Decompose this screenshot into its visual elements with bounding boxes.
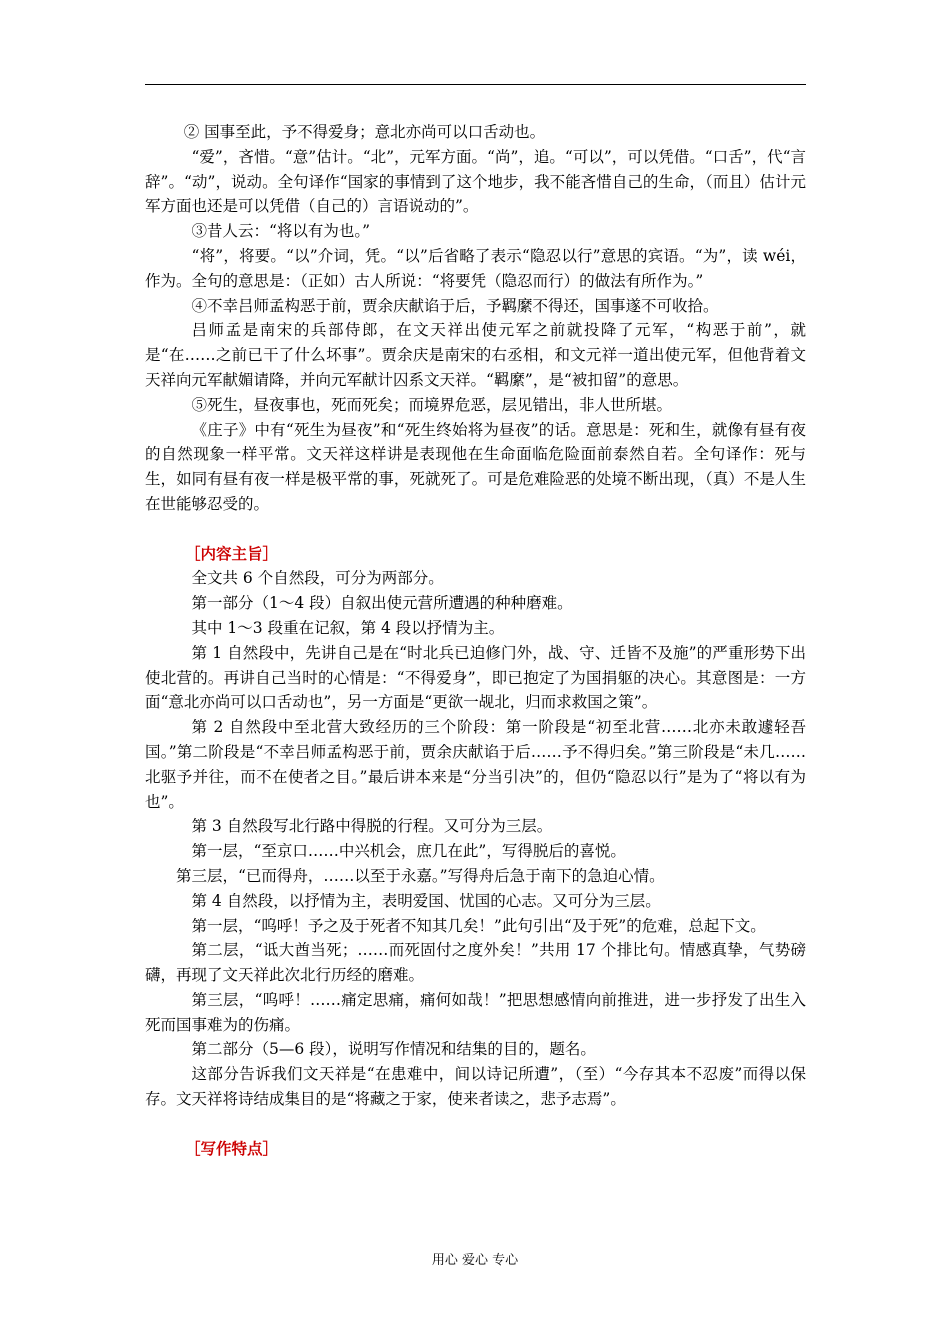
page-footer: 用心 爱心 专心 bbox=[431, 1253, 519, 1268]
paragraph-note-3: “将”，将要。“以”介词，凭。“以”后省略了表示“隐忍以行”意思的宾语。“为”，读 wéi，作为。全句的意思是：（正如）古人所说：“将要凭（隐忍而行）的做法有所作为。” bbox=[145, 246, 806, 290]
paragraph: 第三层，“已而得舟，……以至于永嘉。”写得舟后急于南下的急迫心情。 bbox=[176, 866, 665, 885]
paragraph: 第 2 自然段中至北营大致经历的三个阶段：第一阶段是“初至北营……北亦未敢遽轻吾国。”第二阶段是“不幸吕师孟构恶于前，贾余庆献谄于后……予不得归矣。”第三阶段是“未几……北驱予并往，而不在使者之目。”最后讲本来是“分当引决”的，但仍“隐忍以行”是为了“将以有为也”。 bbox=[145, 718, 806, 811]
paragraph: 其中 1～3 段重在记叙，第 4 段以抒情为主。 bbox=[191, 618, 505, 637]
paragraph-sentence-4: ④不幸吕师孟构恶于前，贾余庆献谄于后，予羁縻不得还，国事遂不可收拾。 bbox=[191, 296, 719, 315]
spacer bbox=[145, 1112, 806, 1137]
paragraph-note-4: 吕师孟是南宋的兵部侍郎，在文天祥出使元军之前就投降了元军，“构恶于前”，就是“在……之前已干了什么坏事”。贾余庆是南宋的右丞相，和文元祥一道出使元军，但他背着文天祥向元军献媚请降，并向元军献计囚系文天祥。“羁縻”，是“被扣留”的意思。 bbox=[145, 321, 806, 389]
paragraph: 第一层，“呜呼！予之及于死者不知其几矣！”此句引出“及于死”的危难，总起下文。 bbox=[191, 916, 766, 935]
section-heading-features: ［写作特点］ bbox=[185, 1138, 279, 1158]
paragraph: 第一部分（1～4 段）自叙出使元营所遭遇的种种磨难。 bbox=[191, 594, 573, 613]
paragraph-sentence-3: ③昔人云：“将以有为也。” bbox=[191, 222, 371, 241]
paragraph: 第 3 自然段写北行路中得脱的行程。又可分为三层。 bbox=[191, 817, 553, 836]
section-heading-content: ［内容主旨］ bbox=[185, 543, 279, 563]
paragraph-sentence-5: ⑤死生，昼夜事也，死而死矣；而境界危恶，层见错出，非人世所堪。 bbox=[191, 395, 673, 414]
paragraph: 第三层，“呜呼！……痛定思痛，痛何如哉！”把思想感情向前推进，进一步抒发了出生入死而国事难为的伤痛。 bbox=[145, 990, 806, 1034]
spacer bbox=[145, 517, 806, 542]
paragraph: 第二部分（5—6 段），说明写作情况和结集的目的，题名。 bbox=[191, 1040, 596, 1059]
paragraph-note-5: 《庄子》中有“死生为昼夜”和“死生终始将为昼夜”的话。意思是：死和生，就像有昼有夜的自然现象一样平常。文天祥这样讲是表现他在生命面临危险面前泰然自若。全句译作：死与生，如同有昼有夜一样是极平常的事，死就死了。可是危难险恶的处境不断出现，（真）不是人生在世能够忍受的。 bbox=[145, 420, 806, 513]
document-body bbox=[145, 120, 806, 1161]
paragraph: 这部分告诉我们文天祥是“在患难中，间以诗记所遭”，（至）“今存其本不忍废”而得以保存。文天祥将诗结成集目的是“将藏之于家，使来者读之，悲予志焉”。 bbox=[145, 1065, 806, 1109]
paragraph: 全文共 6 个自然段，可分为两部分。 bbox=[191, 569, 444, 588]
paragraph: 第 1 自然段中，先讲自己是在“时北兵已迫修门外，战、守、迁皆不及施”的严重形势下出使北营的。再讲自己当时的心情是：“不得爱身”，即已抱定了为国捐躯的决心。其意图是：一方面“意北亦尚可以口舌动也”，另一方面是“更欲一觇北，归而求救国之策”。 bbox=[145, 643, 806, 712]
header-rule bbox=[145, 84, 806, 85]
paragraph: 第一层，“至京口……中兴机会，庶几在此”，写得脱后的喜悦。 bbox=[191, 842, 626, 861]
paragraph: 第 4 自然段，以抒情为主，表明爱国、忧国的心志。又可分为三层。 bbox=[191, 891, 661, 910]
paragraph-sentence-2: ② 国事至此，予不得爱身；意北亦尚可以口舌动也。 bbox=[183, 123, 546, 141]
paragraph: 第二层，“诋大酋当死；……而死固付之度外矣！”共用 17 个排比句。情感真挚，气势磅礴，再现了文天祥此次北行历经的磨难。 bbox=[145, 941, 806, 985]
paragraph-note-2: “爱”，吝惜。“意”估计。“北”，元军方面。“尚”，追。“可以”，可以凭借。“口舌”，代“言辞”。“动”，说动。全句译作“国家的事情到了这个地步，我不能吝惜自己的生命，（而且）估计元军方面也还是可以凭借（自己的）言语说动的”。 bbox=[145, 147, 807, 216]
